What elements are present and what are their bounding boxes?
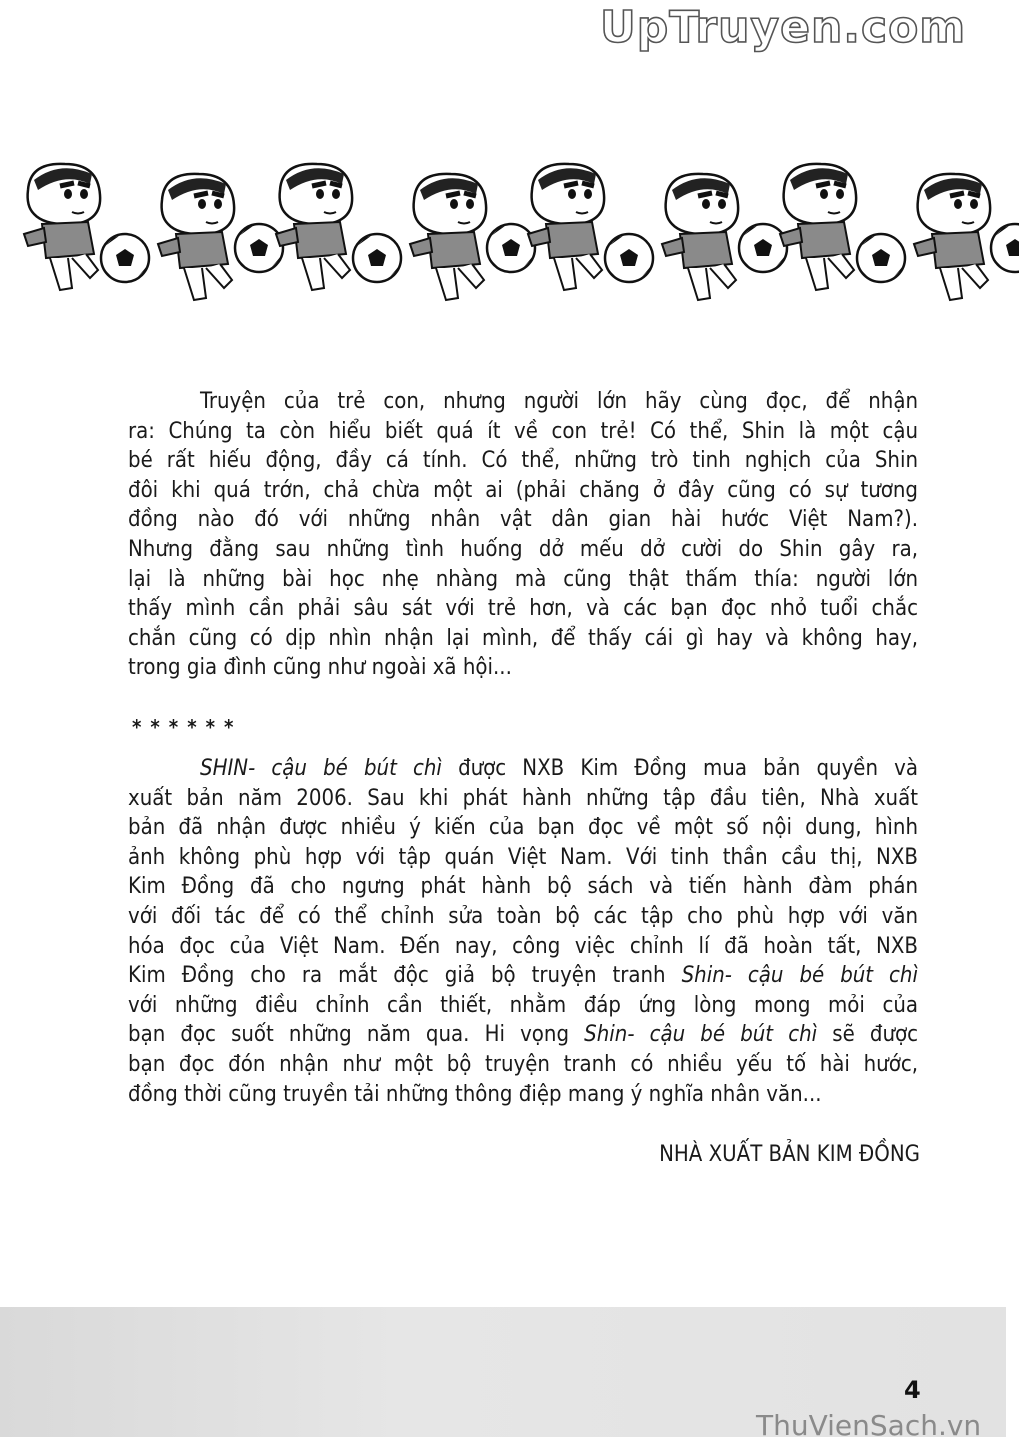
watermark-uptruyen: UpTruyen.com <box>600 2 967 53</box>
text-line <box>128 476 918 506</box>
text-line <box>128 991 918 1021</box>
soccer-ball-icon <box>605 234 653 282</box>
text-line <box>128 653 918 683</box>
soccer-ball-icon <box>101 234 149 282</box>
watermark-thuviensach: ThuVienSach.vn <box>756 1409 982 1442</box>
italic-title: Shin- cậu bé bút chì <box>681 963 918 989</box>
text-line <box>128 961 918 991</box>
text-line <box>128 1020 918 1050</box>
text-segment: Kim Đồng cho ra mắt độc giả bộ truyện tranh <box>128 963 682 989</box>
text-line <box>128 535 918 565</box>
shin-figure <box>528 164 604 290</box>
text-line <box>128 565 918 595</box>
shin-figure <box>780 164 856 290</box>
text-segment: trong gia đình cũng như ngoài xã hội... <box>128 655 512 681</box>
shin-soccer-banner <box>0 150 1019 310</box>
text-segment: ảnh không phù hợp với tập quán Việt Nam. Với tinh thần cầu thị, NXB <box>128 844 918 870</box>
text-segment: chắn cũng có dịp nhìn nhận lại mình, để thấy cái gì hay và không hay, <box>128 625 918 651</box>
shin-figure <box>662 174 738 300</box>
text-line <box>128 902 918 932</box>
text-line <box>128 843 918 873</box>
text-segment: được NXB Kim Đồng mua bản quyền và <box>441 756 919 781</box>
text-line <box>128 872 918 902</box>
text-line <box>128 932 918 962</box>
text-segment: đôi khi quá trớn, chả chừa một ai (phải chăng ở đây cũng có sự tương <box>128 477 918 503</box>
text-line <box>128 784 918 814</box>
text-line <box>128 1050 918 1080</box>
text-line <box>128 1080 918 1110</box>
text-segment: ra: Chúng ta còn hiểu biết quá ít về con trẻ! Có thể, Shin là một cậu <box>128 418 918 444</box>
soccer-ball-icon <box>991 224 1019 272</box>
page-number: 4 <box>904 1376 921 1404</box>
paragraph-intro <box>128 387 918 683</box>
text-line <box>128 594 918 624</box>
text-segment: với những điều chỉnh cần thiết, nhằm đáp ứng lòng mong mỏi của <box>128 992 918 1018</box>
text-segment: sẽ được <box>817 1022 918 1048</box>
text-segment: hóa đọc của Việt Nam. Đến nay, công việc chỉnh lí đã hoàn tất, NXB <box>128 933 918 959</box>
text-segment: Truyện của trẻ con, nhưng người lớn hãy cùng đọc, để nhận <box>200 389 918 414</box>
text-line <box>128 446 918 476</box>
text-line <box>128 624 918 654</box>
soccer-ball-icon <box>739 224 787 272</box>
text-segment: bản đã nhận được nhiều ý kiến của bạn đọc về một số nội dung, hình <box>128 815 918 841</box>
signature: NHÀ XUẤT BẢN KIM ĐỒNG <box>659 1142 920 1167</box>
text-segment: đồng nào đó với những nhân vật dân gian hài hước Việt Nam?). <box>128 507 918 533</box>
text-segment: bé rất hiếu động, đầy cá tính. Có thể, những trò tinh nghịch của Shin <box>128 448 918 474</box>
shin-figure <box>158 174 234 300</box>
shin-figure <box>276 164 352 290</box>
text-segment: đồng thời cũng truyền tải những thông điệp mang ý nghĩa nhân văn... <box>128 1081 822 1107</box>
text-segment: Kim Đồng đã cho ngưng phát hành bộ sách và tiến hành đàm phán <box>128 874 918 900</box>
soccer-ball-icon <box>857 234 905 282</box>
text-segment: thấy mình cần phải sâu sát với trẻ hơn, và các bạn đọc nhỏ tuổi chắc <box>128 596 918 622</box>
text-line <box>128 417 918 447</box>
text-segment: xuất bản năm 2006. Sau khi phát hành những tập đầu tiên, Nhà xuất <box>128 785 918 811</box>
text-segment: lại là những bài học nhẹ nhàng mà cũng thật thấm thía: người lớn <box>128 566 918 592</box>
text-line <box>128 813 918 843</box>
italic-title: SHIN- cậu bé bút chì <box>200 756 442 781</box>
text-segment: với đối tác để có thể chỉnh sửa toàn bộ các tập cho phù hợp với văn <box>128 903 918 929</box>
paragraph-publisher-note <box>128 754 918 1109</box>
soccer-ball-icon <box>353 234 401 282</box>
shin-figure <box>24 164 100 290</box>
shin-figure <box>914 174 990 300</box>
text-line <box>128 505 918 535</box>
soccer-ball-icon <box>487 224 535 272</box>
text-line <box>128 387 918 417</box>
text-segment: Nhưng đằng sau những tình huống dở mếu dở cười do Shin gây ra, <box>128 536 918 562</box>
text-line <box>128 754 918 784</box>
text-segment: bạn đọc đón nhận như một bộ truyện tranh có nhiều yếu tố hài hước, <box>128 1051 918 1077</box>
text-segment: bạn đọc suốt những năm qua. Hi vọng <box>128 1022 585 1048</box>
separator-stars: ****** <box>132 715 243 739</box>
italic-title: Shin- cậu bé bút chì <box>584 1022 818 1048</box>
shin-figure <box>410 174 486 300</box>
soccer-ball-icon <box>235 224 283 272</box>
